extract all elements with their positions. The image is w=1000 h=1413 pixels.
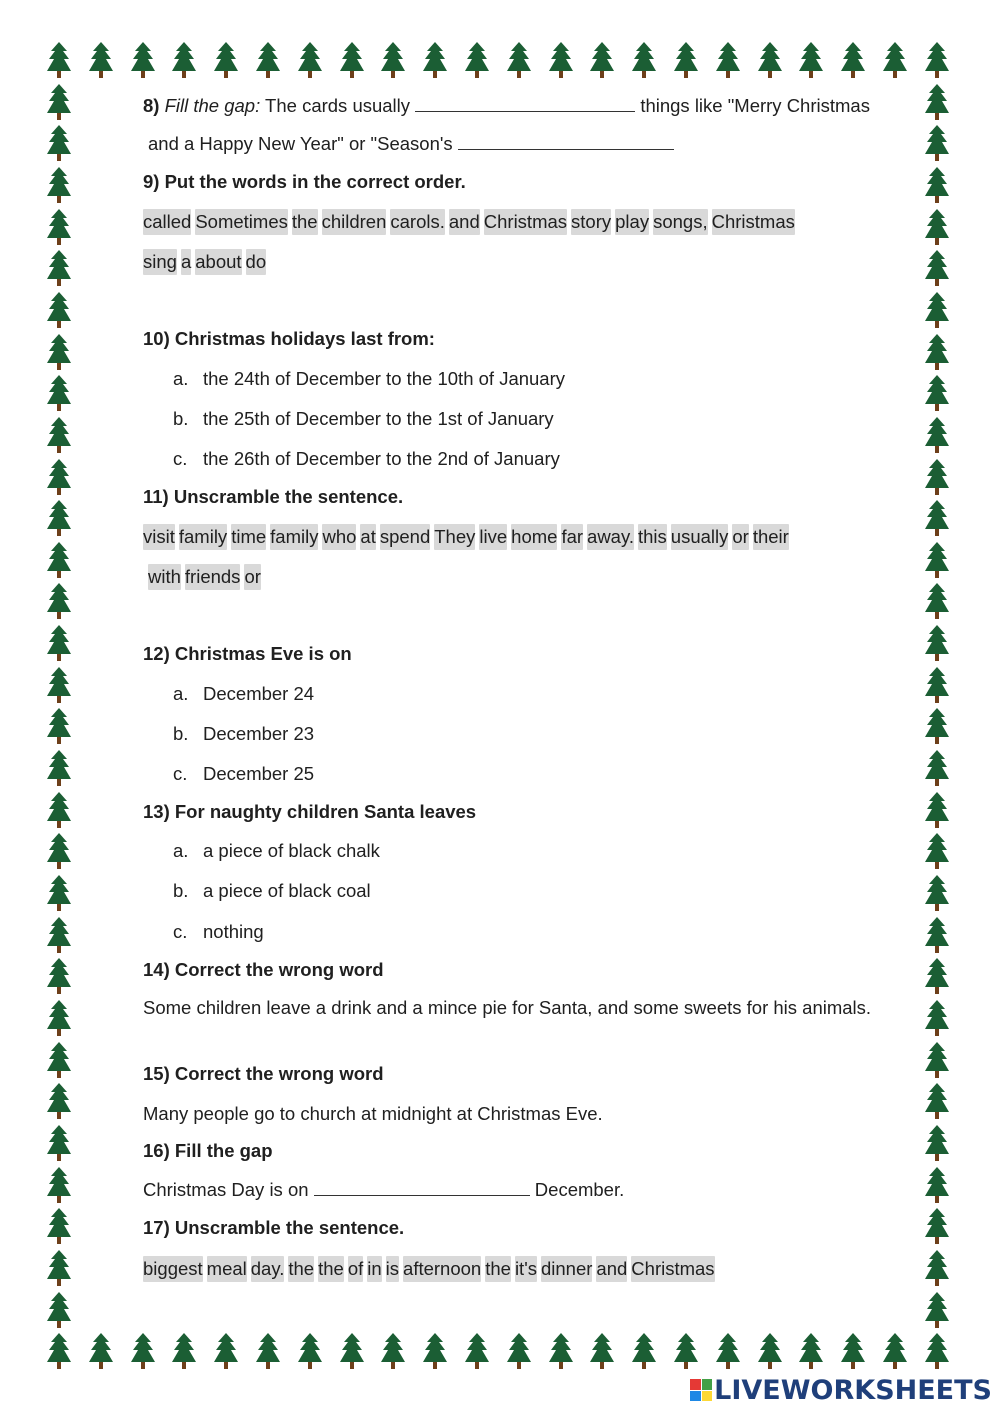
christmas-tree-icon (925, 750, 949, 786)
christmas-tree-icon (925, 42, 949, 78)
christmas-tree-icon (925, 875, 949, 911)
christmas-tree-icon (47, 167, 71, 203)
christmas-tree-icon (47, 583, 71, 619)
christmas-tree-icon (925, 125, 949, 161)
word-chip[interactable]: meal (207, 1256, 247, 1282)
christmas-tree-icon (256, 1333, 280, 1369)
christmas-tree-icon (925, 958, 949, 994)
word-chip[interactable]: the (292, 209, 318, 235)
question-10-option-b[interactable] (173, 407, 554, 431)
christmas-tree-icon (925, 1292, 949, 1328)
christmas-tree-icon (925, 625, 949, 661)
christmas-tree-icon (758, 42, 782, 78)
question-14-text[interactable]: Some children leave a drink and a mince pie for Santa, and some sweets for his animals. (143, 997, 872, 1018)
christmas-tree-icon (841, 42, 865, 78)
question-13-option-c[interactable] (173, 920, 264, 944)
question-12-option-c[interactable] (173, 762, 314, 786)
word-chip[interactable]: do (246, 249, 267, 275)
question-8-blank-2[interactable] (458, 133, 674, 150)
christmas-tree-icon (716, 42, 740, 78)
christmas-tree-icon (925, 667, 949, 703)
word-chip[interactable]: Christmas (631, 1256, 714, 1282)
christmas-tree-icon (925, 292, 949, 328)
christmas-tree-icon (172, 1333, 196, 1369)
christmas-tree-icon (47, 1000, 71, 1036)
option-letter: b. (173, 880, 189, 901)
christmas-tree-icon (925, 250, 949, 286)
christmas-tree-icon (925, 334, 949, 370)
question-16-blank[interactable] (314, 1179, 530, 1196)
christmas-tree-icon (340, 1333, 364, 1369)
christmas-tree-icon (925, 500, 949, 536)
question-8-number: 8) (143, 95, 160, 116)
question-13-option-a[interactable] (173, 839, 380, 863)
question-8-blank-1[interactable] (415, 95, 635, 112)
word-chip[interactable]: home (511, 524, 557, 550)
christmas-tree-icon (298, 1333, 322, 1369)
question-9-row-2 (143, 249, 266, 275)
christmas-tree-icon (172, 42, 196, 78)
option-letter: b. (173, 723, 189, 744)
word-chip[interactable]: and (449, 209, 480, 235)
christmas-tree-icon (590, 42, 614, 78)
word-chip[interactable]: far (561, 524, 583, 550)
christmas-tree-icon (47, 875, 71, 911)
question-15-text[interactable]: Many people go to church at midnight at Christmas Eve. (143, 1103, 603, 1124)
question-8-text-c: and a Happy New Year" or "Season's (148, 133, 453, 154)
word-chip[interactable]: the (485, 1256, 511, 1282)
question-13-title: 13) For naughty children Santa leaves (143, 801, 477, 822)
word-chip[interactable]: afternoon (403, 1256, 481, 1282)
christmas-tree-icon (47, 42, 71, 78)
christmas-tree-icon (47, 1167, 71, 1203)
question-8 (143, 94, 870, 118)
option-letter: c. (173, 448, 188, 469)
christmas-tree-icon (925, 1042, 949, 1078)
christmas-tree-icon (549, 1333, 573, 1369)
word-chip[interactable]: day. (251, 1256, 285, 1282)
christmas-tree-icon (340, 42, 364, 78)
christmas-tree-icon (925, 1250, 949, 1286)
question-15-title: 15) Correct the wrong word (143, 1063, 384, 1084)
question-16-title: 16) Fill the gap (143, 1140, 273, 1161)
christmas-tree-icon (298, 42, 322, 78)
christmas-tree-icon (131, 1333, 155, 1369)
christmas-tree-icon (465, 42, 489, 78)
question-10-title: 10) Christmas holidays last from: (143, 328, 435, 349)
christmas-tree-icon (47, 459, 71, 495)
question-12-title: 12) Christmas Eve is on (143, 643, 352, 664)
christmas-tree-icon (925, 542, 949, 578)
christmas-tree-icon (925, 1083, 949, 1119)
christmas-tree-icon (47, 792, 71, 828)
question-10-option-c[interactable] (173, 447, 560, 471)
word-chip[interactable]: or (732, 524, 748, 550)
option-text: December 23 (203, 723, 315, 744)
option-letter: c. (173, 921, 188, 942)
question-13-option-b[interactable] (173, 879, 371, 903)
christmas-tree-icon (925, 1000, 949, 1036)
question-9-row-1 (143, 209, 795, 235)
christmas-tree-icon (214, 1333, 238, 1369)
christmas-tree-icon (799, 1333, 823, 1369)
christmas-tree-icon (925, 84, 949, 120)
word-chip[interactable]: who (322, 524, 356, 550)
option-letter: b. (173, 408, 189, 429)
question-11-row-2 (148, 564, 261, 590)
christmas-tree-icon (47, 750, 71, 786)
question-11-title: 11) Unscramble the sentence. (143, 486, 404, 507)
christmas-tree-icon (423, 42, 447, 78)
christmas-tree-icon (925, 708, 949, 744)
option-letter: a. (173, 368, 189, 389)
word-chip[interactable]: friends (185, 564, 241, 590)
christmas-tree-icon (47, 667, 71, 703)
christmas-tree-icon (47, 542, 71, 578)
word-chip[interactable]: sing (143, 249, 177, 275)
christmas-tree-icon (925, 1125, 949, 1161)
word-chip[interactable]: or (244, 564, 260, 590)
question-16-text-b: December. (534, 1179, 625, 1200)
christmas-tree-icon (674, 1333, 698, 1369)
question-12-option-b[interactable] (173, 722, 314, 746)
christmas-tree-icon (47, 209, 71, 245)
question-10-option-a[interactable] (173, 367, 565, 391)
word-chip[interactable]: with (148, 564, 181, 590)
christmas-tree-icon (47, 917, 71, 953)
word-chip[interactable]: time (231, 524, 266, 550)
christmas-tree-icon (47, 833, 71, 869)
question-16-text-a: Christmas Day is on (143, 1179, 309, 1200)
christmas-tree-icon (256, 42, 280, 78)
word-chip[interactable]: story (571, 209, 611, 235)
christmas-tree-icon (632, 1333, 656, 1369)
christmas-tree-icon (925, 1167, 949, 1203)
word-chip[interactable]: away. (587, 524, 634, 550)
word-chip[interactable]: live (479, 524, 507, 550)
word-chip[interactable]: spend (380, 524, 430, 550)
word-chip[interactable]: carols. (390, 209, 445, 235)
christmas-tree-icon (883, 42, 907, 78)
christmas-tree-icon (381, 1333, 405, 1369)
christmas-tree-icon (925, 167, 949, 203)
option-text: December 25 (203, 763, 315, 784)
christmas-tree-icon (47, 1333, 71, 1369)
christmas-tree-icon (47, 292, 71, 328)
question-12-option-a[interactable] (173, 682, 314, 706)
christmas-tree-icon (214, 42, 238, 78)
word-chip[interactable]: their (753, 524, 789, 550)
christmas-tree-icon (716, 1333, 740, 1369)
word-chip[interactable]: songs, (653, 209, 708, 235)
word-chip[interactable]: Sometimes (195, 209, 288, 235)
christmas-tree-icon (47, 1292, 71, 1328)
option-text: the 25th of December to the 1st of January (203, 408, 554, 429)
christmas-tree-icon (47, 1250, 71, 1286)
question-17-title: 17) Unscramble the sentence. (143, 1217, 405, 1238)
word-chip[interactable]: They (434, 524, 475, 550)
christmas-tree-icon (799, 42, 823, 78)
christmas-tree-icon (47, 84, 71, 120)
word-chip[interactable]: in (367, 1256, 381, 1282)
question-9-title: 9) Put the words in the correct order. (143, 171, 466, 192)
christmas-tree-icon (89, 42, 113, 78)
word-chip[interactable]: dinner (541, 1256, 592, 1282)
word-chip[interactable]: family (179, 524, 227, 550)
christmas-tree-icon (925, 375, 949, 411)
word-chip[interactable]: Christmas (712, 209, 795, 235)
question-11-row-1 (143, 524, 789, 550)
christmas-tree-icon (925, 1333, 949, 1369)
christmas-tree-icon (47, 958, 71, 994)
option-text: December 24 (203, 683, 315, 704)
word-chip[interactable]: it's (515, 1256, 537, 1282)
word-chip[interactable]: Christmas (484, 209, 567, 235)
christmas-tree-icon (423, 1333, 447, 1369)
liveworksheets-logo[interactable] (690, 1373, 992, 1407)
question-8-prefix: Fill the gap: (164, 95, 261, 116)
christmas-tree-icon (47, 1208, 71, 1244)
christmas-tree-icon (47, 708, 71, 744)
option-letter: a. (173, 683, 189, 704)
christmas-tree-icon (925, 917, 949, 953)
christmas-tree-icon (47, 375, 71, 411)
word-chip[interactable]: the (288, 1256, 314, 1282)
christmas-tree-icon (925, 209, 949, 245)
christmas-tree-icon (925, 792, 949, 828)
christmas-tree-icon (47, 625, 71, 661)
christmas-tree-icon (841, 1333, 865, 1369)
word-chip[interactable]: this (638, 524, 667, 550)
option-letter: c. (173, 763, 188, 784)
liveworksheets-logo-mark-icon (690, 1379, 712, 1401)
christmas-tree-icon (758, 1333, 782, 1369)
christmas-tree-icon (925, 583, 949, 619)
christmas-tree-icon (925, 417, 949, 453)
christmas-tree-icon (925, 833, 949, 869)
christmas-tree-icon (89, 1333, 113, 1369)
word-chip[interactable]: the (318, 1256, 344, 1282)
question-16-line (143, 1178, 624, 1202)
christmas-tree-icon (47, 1125, 71, 1161)
christmas-tree-icon (131, 42, 155, 78)
word-chip[interactable]: usually (671, 524, 729, 550)
question-14-title: 14) Correct the wrong word (143, 959, 384, 980)
word-chip[interactable]: and (596, 1256, 627, 1282)
word-chip[interactable]: biggest (143, 1256, 203, 1282)
option-text: the 26th of December to the 2nd of January (203, 448, 560, 469)
word-chip[interactable]: of (348, 1256, 363, 1282)
question-8-text-a: The cards usually (265, 95, 411, 116)
word-chip[interactable]: called (143, 209, 191, 235)
christmas-tree-icon (632, 42, 656, 78)
christmas-tree-icon (47, 1042, 71, 1078)
christmas-tree-icon (925, 1208, 949, 1244)
christmas-tree-icon (47, 250, 71, 286)
christmas-tree-icon (674, 42, 698, 78)
christmas-tree-icon (507, 1333, 531, 1369)
word-chip[interactable]: visit (143, 524, 175, 550)
option-text: a piece of black chalk (203, 840, 380, 861)
christmas-tree-icon (883, 1333, 907, 1369)
word-chip[interactable]: is (386, 1256, 399, 1282)
word-chip[interactable]: play (615, 209, 649, 235)
christmas-tree-icon (47, 1083, 71, 1119)
christmas-tree-icon (590, 1333, 614, 1369)
question-17-row-1 (143, 1256, 715, 1282)
christmas-tree-icon (47, 500, 71, 536)
question-8-text-b: things like "Merry Christmas (640, 95, 870, 116)
word-chip[interactable]: at (360, 524, 375, 550)
christmas-tree-icon (549, 42, 573, 78)
word-chip[interactable]: a (181, 249, 191, 275)
christmas-tree-icon (925, 459, 949, 495)
option-letter: a. (173, 840, 189, 861)
christmas-tree-icon (507, 42, 531, 78)
option-text: a piece of black coal (203, 880, 371, 901)
christmas-tree-icon (47, 334, 71, 370)
option-text: nothing (203, 921, 264, 942)
christmas-tree-icon (47, 125, 71, 161)
word-chip[interactable]: about (195, 249, 241, 275)
question-8-line-2 (148, 132, 674, 156)
christmas-tree-icon (381, 42, 405, 78)
word-chip[interactable]: children (322, 209, 387, 235)
logo-text: LIVEWORKSHEETS (714, 1374, 992, 1406)
christmas-tree-icon (47, 417, 71, 453)
christmas-tree-icon (465, 1333, 489, 1369)
word-chip[interactable]: family (270, 524, 318, 550)
option-text: the 24th of December to the 10th of January (203, 368, 566, 389)
